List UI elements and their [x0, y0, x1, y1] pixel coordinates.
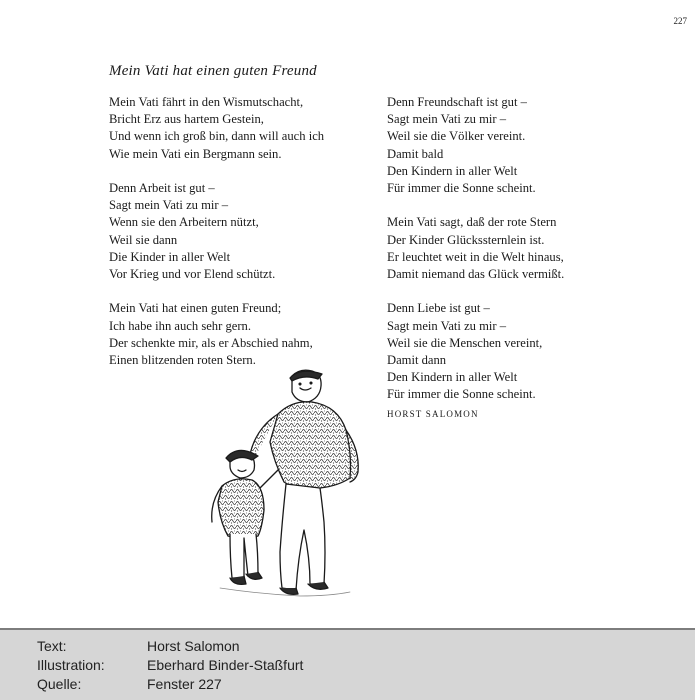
- stanza: [387, 94, 627, 197]
- verse-line: Bricht Erz aus hartem Gestein,: [109, 112, 264, 127]
- credits-panel: [0, 628, 695, 700]
- verse-line: Weil sie die Völker vereint.: [387, 129, 526, 144]
- credit-label: Quelle:: [37, 676, 82, 692]
- verse-line: Den Kindern in aller Welt: [387, 163, 518, 178]
- verse-line: Denn Arbeit ist gut –: [109, 181, 215, 195]
- verse-line: Für immer die Sonne scheint.: [387, 387, 536, 402]
- verse-line: Vor Krieg und vor Elend schützt.: [109, 267, 276, 282]
- verse-line: Die Kinder in aller Welt: [109, 249, 231, 264]
- poem-author: HORST SALOMON: [387, 409, 479, 419]
- credit-value: Fenster 227: [147, 676, 222, 692]
- verse-line: Der schenkte mir, als er Abschied nahm,: [109, 335, 313, 350]
- stanza: [109, 94, 379, 163]
- verse-line: Damit dann: [387, 353, 447, 368]
- verse-line: Den Kindern in aller Welt: [387, 370, 518, 385]
- father-and-son-illustration: [200, 362, 370, 607]
- poem-title: Mein Vati hat einen guten Freund: [109, 63, 317, 79]
- verse-line: Denn Freundschaft ist gut –: [387, 95, 527, 109]
- credit-value: Horst Salomon: [147, 638, 240, 654]
- verse-line: Ich habe ihn auch sehr gern.: [109, 318, 251, 333]
- boy-legs: [230, 534, 258, 578]
- verse-line: Und wenn ich groß bin, dann will auch ich: [109, 129, 325, 144]
- verse-line: Weil sie die Menschen vereint,: [387, 335, 543, 350]
- verse-line: Damit niemand das Glück vermißt.: [387, 267, 565, 282]
- verse-line: Sagt mein Vati zu mir –: [387, 318, 507, 333]
- verse-line: Weil sie dann: [109, 232, 178, 247]
- credit-label: Illustration:: [37, 657, 105, 673]
- verse-line: Er leuchtet weit in die Welt hinaus,: [387, 249, 564, 264]
- poem-right-column: [387, 94, 627, 421]
- stanza: [387, 214, 627, 283]
- stanza: [387, 300, 627, 403]
- credit-label: Text:: [37, 638, 67, 654]
- verse-line: Wie mein Vati ein Bergmann sein.: [109, 146, 282, 161]
- boy-jacket: [218, 479, 264, 538]
- verse-line: Damit bald: [387, 146, 444, 161]
- verse-line: Denn Liebe ist gut –: [387, 301, 490, 316]
- stanza: [109, 300, 379, 369]
- verse-line: Wenn sie den Arbeitern nützt,: [109, 215, 259, 230]
- stanza: [109, 180, 379, 283]
- verse-line: Einen blitzenden roten Stern.: [109, 353, 256, 368]
- verse-line: Mein Vati fährt in den Wismutschacht,: [109, 95, 304, 109]
- verse-line: Der Kinder Glückssternlein ist.: [387, 232, 545, 247]
- father-trousers: [280, 484, 325, 590]
- father-sweater: [270, 402, 351, 489]
- verse-line: Für immer die Sonne scheint.: [387, 181, 536, 196]
- poem-left-column: [109, 94, 379, 386]
- verse-line: Mein Vati hat einen guten Freund;: [109, 301, 282, 316]
- page-number: 227: [673, 16, 687, 26]
- credit-value: Eberhard Binder-Staßfurt: [147, 657, 304, 673]
- verse-line: Sagt mein Vati zu mir –: [387, 112, 507, 127]
- verse-line: Sagt mein Vati zu mir –: [109, 198, 229, 213]
- verse-line: Mein Vati sagt, daß der rote Stern: [387, 215, 557, 230]
